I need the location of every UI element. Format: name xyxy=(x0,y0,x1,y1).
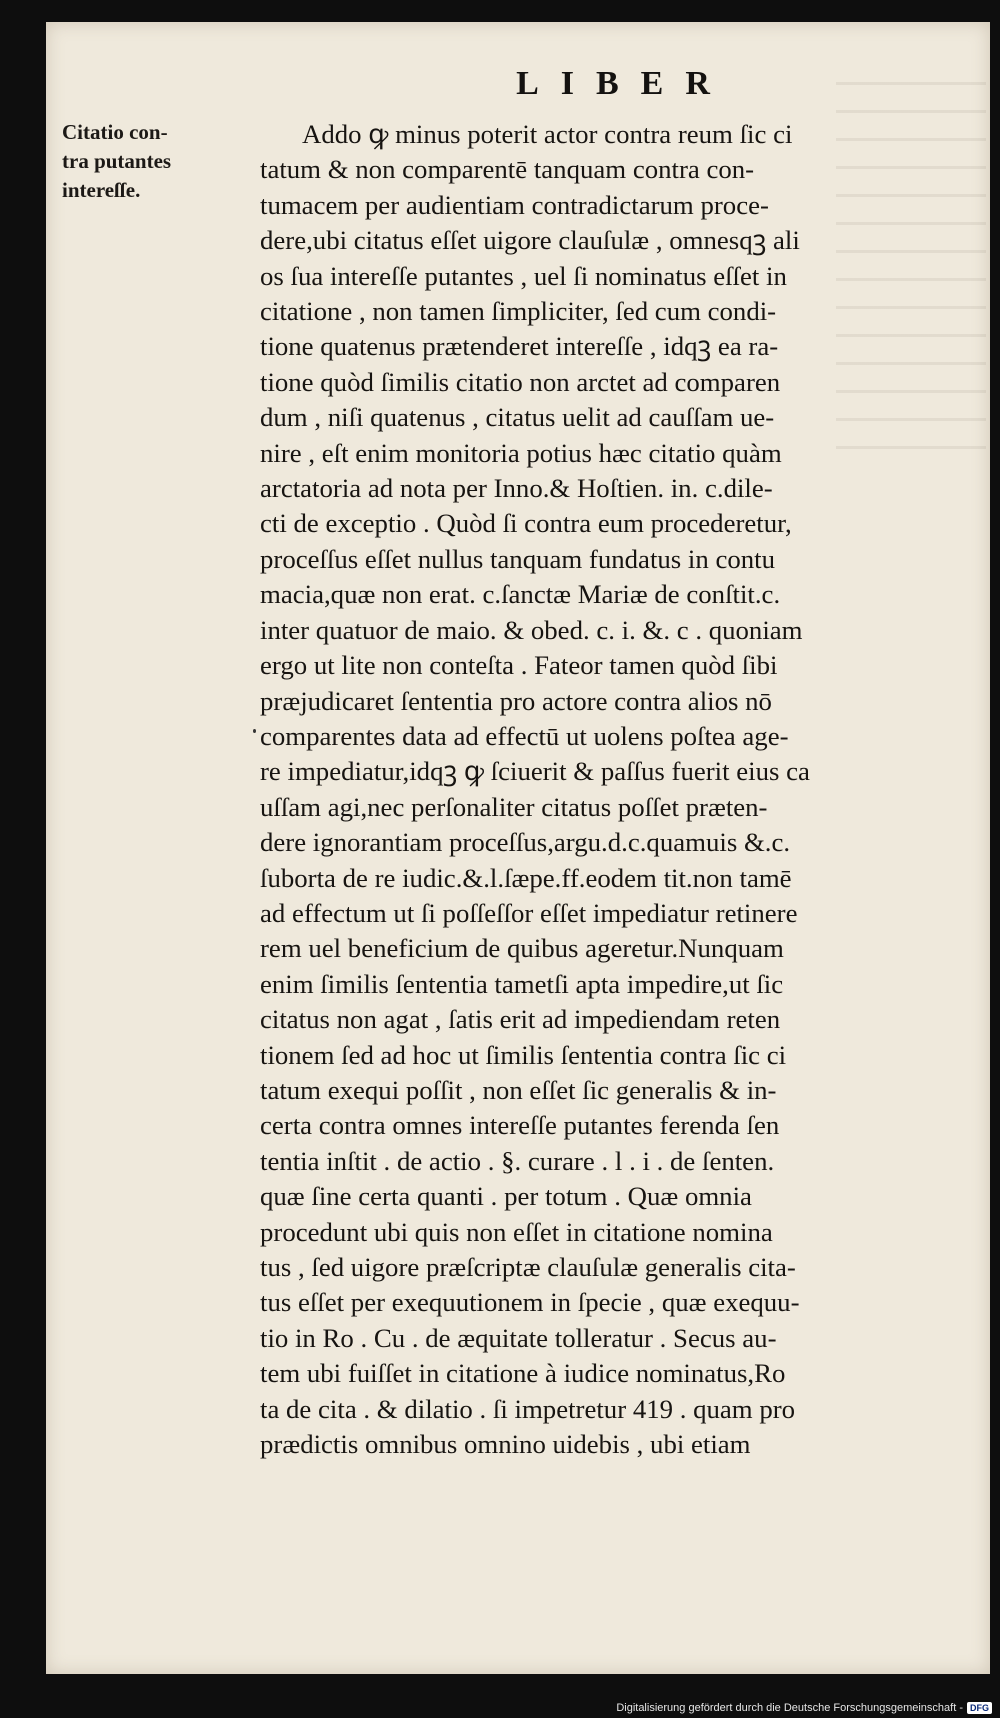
text-line: os ſua intereſſe putantes , uel ſi nominatus eſſet in xyxy=(260,260,787,291)
text-line: procedunt ubi quis non eſſet in citatione nomina xyxy=(260,1216,773,1247)
digitization-credit xyxy=(616,1702,992,1714)
text-line: tus , ſed uigore præſcriptæ clauſulæ generalis cita- xyxy=(260,1252,796,1282)
marginal-note-line: Citatio con- xyxy=(62,120,168,144)
text-line: tatum & non comparentē tanquam contra con- xyxy=(260,154,755,185)
text-line: tatum exequi poſſit , non eſſet ſic generalis & in- xyxy=(260,1074,777,1105)
text-line: tus eſſet per exequutionem in ſpecie , quæ exequu- xyxy=(260,1287,800,1318)
text-line: præjudicaret ſententia pro actore contra alios nō xyxy=(260,685,772,716)
text-line: re impediatur,idqꝫ ꝙ ſciuerit & paſſus fuerit eius ca xyxy=(260,756,810,787)
text-line: tio in Ro . Cu . de æquitate tolleratur . Secus au- xyxy=(260,1322,777,1353)
marginal-note-line: intereſſe. xyxy=(62,178,141,202)
main-text xyxy=(260,117,1000,1462)
text-line: citatus non agat , ſatis erit ad impediendam reten xyxy=(260,1004,781,1035)
text-line: macia,quæ non erat. c.ſanctæ Mariæ de conſtit.c. xyxy=(260,579,781,610)
text-line: ad effectum ut ſi poſſeſſor eſſet impediatur retinere xyxy=(260,897,798,928)
text-line: citatione , non tamen ſimpliciter, ſed cum condi- xyxy=(260,296,777,327)
text-line: tentia inſtit . de actio . §. curare . l . i . de ſenten. xyxy=(260,1145,775,1176)
text-line: tione quòd ſimilis citatio non arctet ad comparen xyxy=(260,366,781,397)
dfg-logo: DFG xyxy=(967,1702,992,1714)
running-header: LIBER xyxy=(516,65,732,102)
text-line: prædictis omnibus omnino uidebis , ubi etiam xyxy=(260,1429,751,1460)
text-line: Addo ꝙ minus poterit actor contra reum ſic ci xyxy=(302,119,793,149)
marginal-note xyxy=(62,118,212,205)
text-line: ergo ut lite non conteſta . Fateor tamen quòd ſibi xyxy=(260,650,778,681)
text-line: certa contra omnes intereſſe putantes ferenda ſen xyxy=(260,1110,780,1141)
text-line: enim ſimilis ſententia tametſi apta impedire,ut ſic xyxy=(260,968,784,999)
text-line: dere ignorantiam proceſſus,argu.d.c.quamuis &.c. xyxy=(260,827,791,858)
text-line: nire , eſt enim monitoria potius hæc citatio quàm xyxy=(260,437,782,468)
ink-fleck xyxy=(253,729,256,733)
text-line: tumacem per audientiam contradictarum proce- xyxy=(260,189,769,220)
text-line: inter quatuor de maio. & obed. c. i. &. c . quoniam xyxy=(260,614,803,645)
text-line: quæ ſine certa quanti . per totum . Quæ omnia xyxy=(260,1181,752,1212)
marginal-note-line: tra putantes xyxy=(62,149,172,173)
text-line: proceſſus eſſet nullus tanquam fundatus in contu xyxy=(260,543,775,574)
text-line: cti de exceptio . Quòd ſi contra eum procederetur, xyxy=(260,508,792,539)
text-line: arctatoria ad nota per Inno.& Hoſtien. in. c.dile- xyxy=(260,473,773,504)
text-line: uſſam agi,nec perſonaliter citatus poſſet præten- xyxy=(260,791,768,822)
text-line: rem uel beneficium de quibus ageretur.Nunquam xyxy=(260,933,784,964)
credit-text: Digitalisierung gefördert durch die Deutsche Forschungsgemeinschaft - xyxy=(616,1702,963,1714)
book-page xyxy=(46,22,990,1674)
text-line: comparentes data ad effectū ut uolens poſtea age- xyxy=(260,720,789,751)
text-line: tione quatenus prætenderet intereſſe , idqꝫ ea ra- xyxy=(260,331,779,362)
text-line: dum , niſi quatenus , citatus uelit ad cauſſam ue- xyxy=(260,402,775,433)
text-line: tionem ſed ad hoc ut ſimilis ſententia contra ſic ci xyxy=(260,1039,787,1070)
text-line: dere,ubi citatus eſſet uigore clauſulæ , omnesqꝫ ali xyxy=(260,225,800,256)
text-line: tem ubi fuiſſet in citatione à iudice nominatus,Ro xyxy=(260,1358,786,1389)
text-line: ſuborta de re iudic.&.l.ſæpe.ff.eodem tit.non tamē xyxy=(260,862,792,893)
text-line: ta de cita . & dilatio . ſi impetretur 419 . quam pro xyxy=(260,1393,796,1424)
